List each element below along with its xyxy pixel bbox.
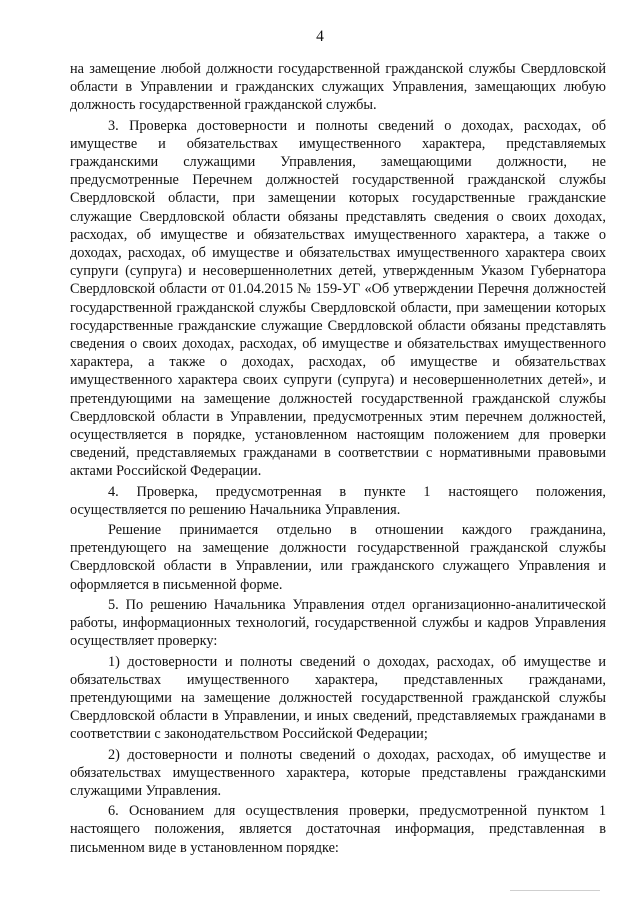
paragraph-decision: Решение принимается отдельно в отношении каждого гражданина, претендующего на замещение должности государственной гражданской службы Свердловской области в Управлении, или гражданского служащего Управления и оформляется в письменной форме. xyxy=(70,522,606,593)
paragraph-subitem-2: 2) достоверности и полноты сведений о доходах, расходах, об имуществе и обязательствах имущественного характера, которые представлены гражданскими служащими Управления. xyxy=(70,746,606,799)
paragraph-subitem-1: 1) достоверности и полноты сведений о доходах, расходах, об имуществе и обязательствах имущественного характера, представленных гражданами, претендующими на замещение должностей государственной гражданской службы Свердловской области в Управлении, и иных сведений, представляемых гражданами в соответствии с законодательством Российской Федерации; xyxy=(70,653,606,743)
paragraph-item-5: 5. По решению Начальника Управления отдел организационно-аналитической работы, информационных технологий, государственной службы и кадров Управления осуществляет проверку: xyxy=(70,596,606,650)
scan-artifact-line xyxy=(510,890,600,891)
document-body xyxy=(70,60,606,859)
paragraph-continuation: на замещение любой должности государственной гражданской службы Свердловской области в Управлении и гражданских служащих Управления, замещающих любую должность государственной гражданской службы. xyxy=(70,61,606,114)
paragraph-item-4: 4. Проверка, предусмотренная в пункте 1 настоящего положения, осуществляется по решению Начальника Управления. xyxy=(70,483,606,518)
paragraph-item-6: 6. Основанием для осуществления проверки, предусмотренной пунктом 1 настоящего положения, является достаточная информация, представленная в письменном виде в установленном порядке: xyxy=(70,803,606,856)
page-number: 4 xyxy=(316,28,324,45)
paragraph-item-3: 3. Проверка достоверности и полноты сведений о доходах, расходах, об имуществе и обязательствах имущественного характера, представляемых гражданскими служащими Управления, замещающими должности, не предусмотренные Перечнем должностей государственной гражданской службы Свердловской области, при замещении которых государственные гражданские служащие Свердловской области обязаны представлять сведения о своих доходах, расходах, об имуществе и обязательствах имущественного характера, а также о доходах, расходах, об имуществе и обязательствах имущественного характера своих супруги (супруга) и несовершеннолетних детей, утвержденным Указом Губернатора Свердловской области от 01.04.2015 № 159-УГ «Об утверждении Перечня должностей государственной гражданской службы Свердловской области, при замещении которых государственные гражданские служащие Свердловской области обязаны представлять сведения о своих доходах, расходах, об имуществе и обязательствах имущественного характера, а также о доходах, расходах, об имуществе и обязательствах имущественного характера своих супруги (супруга) и несовершеннолетних детей», и претендующими на замещение должностей государственной гражданской службы Свердловской области в Управлении, предусмотренных этим перечнем должностей, осуществляется в порядке, установленном настоящим положением для проверки сведений, представляемых гражданами в соответствии с нормативными правовыми актами Российской Федерации. xyxy=(70,117,606,480)
